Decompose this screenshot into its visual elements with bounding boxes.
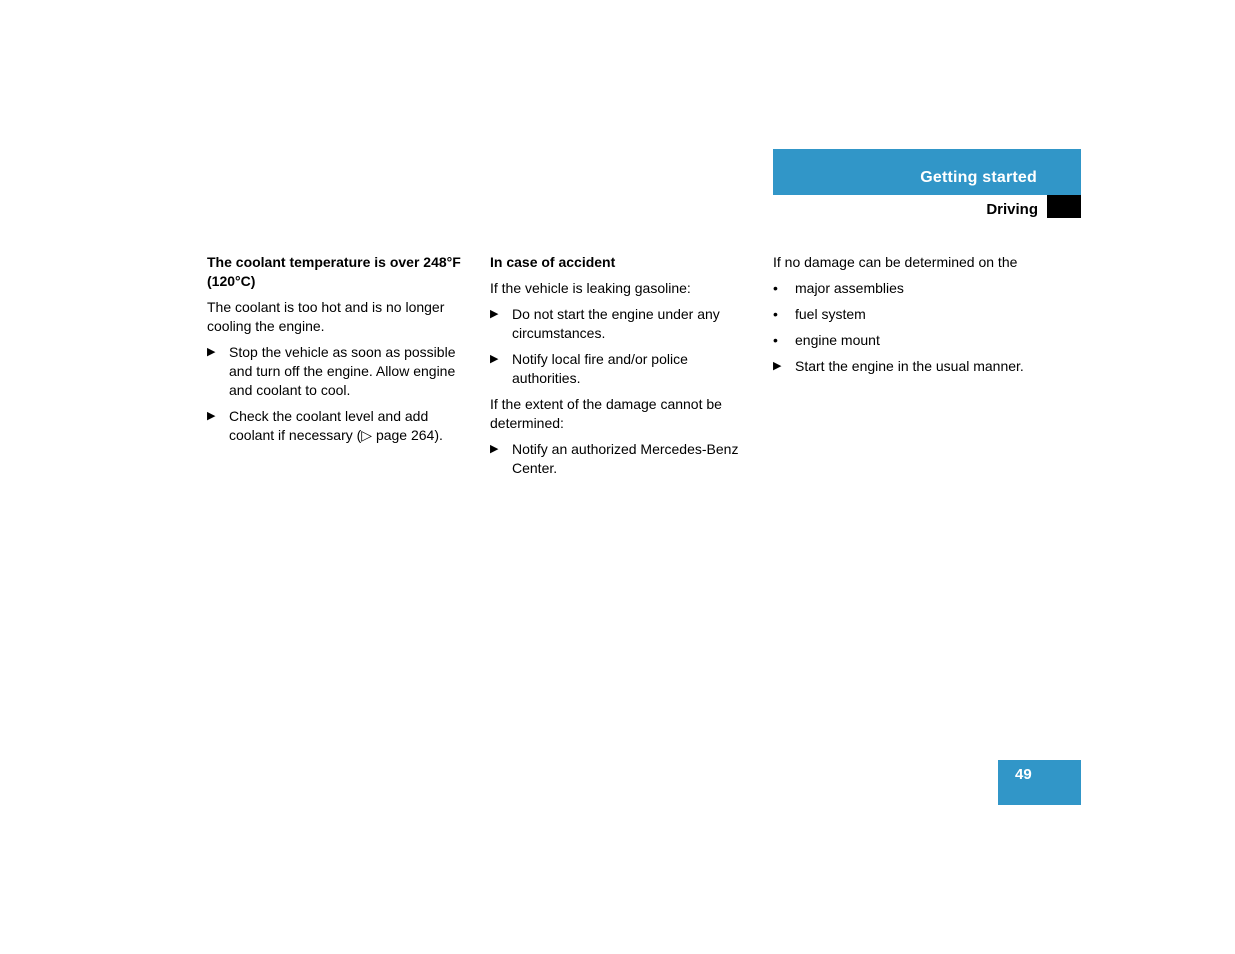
step-text: Notify local fire and/or police authorities. [512,351,688,386]
right-triangle-icon: ▶ [490,308,499,320]
bullet-dot-icon: • [773,280,778,296]
instruction-step [490,440,755,478]
list-item [773,331,1038,350]
col2-paragraph: If the extent of the damage cannot be determined: [490,396,722,431]
instruction-step [490,305,755,343]
column-2 [490,253,755,485]
col3-intro: If no damage can be determined on the [773,254,1018,270]
col1-intro: The coolant is too hot and is no longer cooling the engine. [207,299,445,334]
step-text: Do not start the engine under any circumstances. [512,306,720,341]
subsection-header [773,195,1081,218]
list-item-text: fuel system [795,306,866,322]
thumb-tab-marker [1047,195,1081,218]
right-triangle-icon: ▶ [490,353,499,365]
instruction-step [207,343,472,400]
instruction-step [207,407,472,445]
right-triangle-icon: ▶ [773,360,782,372]
right-triangle-icon: ▶ [207,346,216,358]
right-triangle-icon: ▶ [207,410,216,422]
bullet-dot-icon: • [773,306,778,322]
bullet-dot-icon: • [773,332,778,348]
col2-heading: In case of accident [490,254,616,270]
instruction-step [773,357,1038,376]
column-1 [207,253,472,452]
list-item [773,305,1038,324]
list-item-text: major assemblies [795,280,904,296]
page-number-box [998,760,1081,805]
col2-intro: If the vehicle is leaking gasoline: [490,280,691,296]
list-item-text: engine mount [795,332,880,348]
instruction-step [490,350,755,388]
column-3 [773,253,1038,383]
subsection-title: Driving [986,201,1038,218]
col1-heading: The coolant temperature is over 248°F (120°C) [207,254,461,289]
step-text: Start the engine in the usual manner. [795,358,1024,374]
list-item [773,279,1038,298]
right-triangle-icon: ▶ [490,443,499,455]
step-text: Check the coolant level and add coolant if necessary (▷ page 264). [229,408,443,443]
page-number: 49 [1015,766,1032,783]
step-text: Stop the vehicle as soon as possible and turn off the engine. Allow engine and coolant to cool. [229,344,456,398]
section-header-bar [773,149,1081,195]
section-title: Getting started [920,169,1037,186]
step-text: Notify an authorized Mercedes-Benz Center. [512,441,739,476]
